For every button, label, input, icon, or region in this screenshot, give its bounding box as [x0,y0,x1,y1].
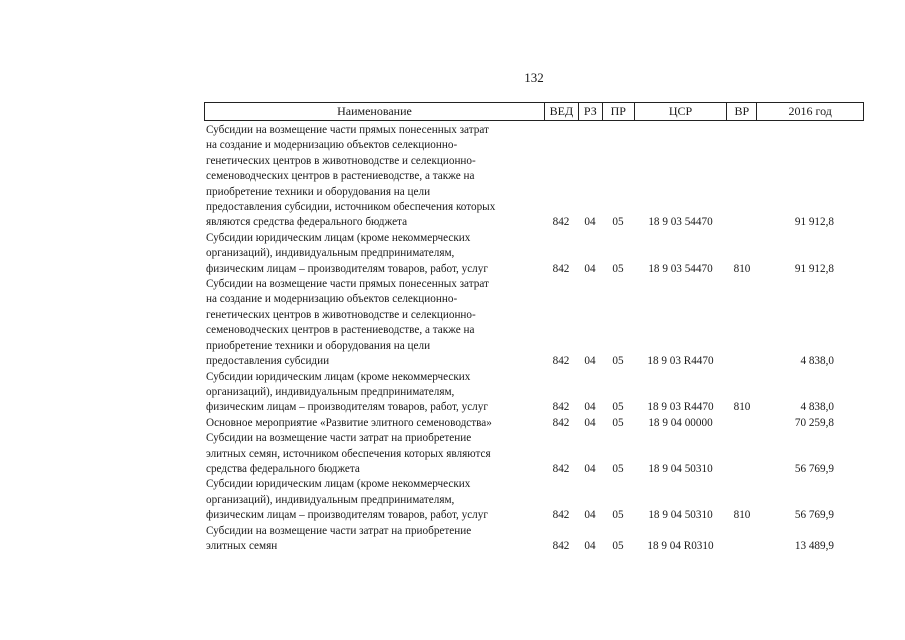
table-row [204,277,864,369]
row-name-line: Субсидии юридическим лицам (кроме некоммерческих [206,231,471,244]
row-pr: 05 [612,539,624,552]
row-name-line: организаций), индивидуальным предпринимателям, [206,493,455,506]
row-pr: 05 [612,416,624,429]
row-year: 56 769,9 [794,462,834,475]
row-vr: 810 [733,509,751,522]
row-rz: 04 [584,509,596,522]
table-header [204,102,864,121]
row-name-line: элитных семян, источником обеспечения которых являются [206,447,491,460]
row-csr: 18 9 03 R4470 [647,355,714,368]
row-year: 13 489,9 [794,539,834,552]
row-rz: 04 [584,462,596,475]
row-csr: 18 9 04 R0310 [647,539,714,552]
row-ved: 842 [552,416,570,429]
row-pr: 05 [612,216,624,229]
row-name-line: на создание и модернизацию объектов селекционно- [206,293,458,306]
row-name [204,370,544,416]
row-name-line: генетических центров в животноводстве и селекционно- [206,308,476,321]
row-name-line: Субсидии на возмещение части прямых понесенных затрат [206,278,489,291]
row-name [204,231,544,277]
row-name-line: семеноводческих центров в растениеводстве, а также на [206,324,475,337]
row-name [204,416,544,431]
budget-table [204,102,864,554]
row-rz: 04 [584,416,596,429]
row-year: 91 912,8 [794,216,834,229]
row-name-line: Субсидии на возмещение части затрат на приобретение [206,524,472,537]
row-name-line: организаций), индивидуальным предпринимателям, [206,385,455,398]
row-name [204,477,544,523]
table-row [204,477,864,523]
row-csr: 18 9 04 00000 [648,416,713,429]
table-row [204,524,864,555]
header-csr: ЦСР [634,103,727,120]
row-rz: 04 [584,539,596,552]
row-name [204,123,544,231]
row-name-line: Субсидии юридическим лицам (кроме некоммерческих [206,478,471,491]
row-rz: 04 [584,262,596,275]
row-year: 4 838,0 [800,355,834,368]
row-csr: 18 9 03 R4470 [647,401,714,414]
row-year: 56 769,9 [794,509,834,522]
table-row [204,431,864,477]
table-row [204,123,864,231]
row-pr: 05 [612,509,624,522]
table-row [204,416,864,431]
row-name [204,431,544,477]
row-name [204,277,544,369]
table-row [204,231,864,277]
header-pr: ПР [602,103,634,120]
row-ved: 842 [552,539,570,552]
row-rz: 04 [584,401,596,414]
row-name-line: Основное мероприятие «Развитие элитного семеноводства» [206,416,492,429]
row-vr: 810 [733,262,751,275]
row-ved: 842 [552,462,570,475]
row-rz: 04 [584,355,596,368]
row-ved: 842 [552,401,570,414]
row-ved: 842 [552,262,570,275]
row-name-line: генетических центров в животноводстве и селекционно- [206,154,476,167]
row-csr: 18 9 04 50310 [648,462,713,475]
row-pr: 05 [612,262,624,275]
row-name-line: физическим лицам – производителям товаров, работ, услуг [206,401,488,414]
row-year: 4 838,0 [800,401,834,414]
row-ved: 842 [552,355,570,368]
row-name-line: на создание и модернизацию объектов селекционно- [206,139,458,152]
row-name-line: средства федерального бюджета [206,462,360,475]
row-csr: 18 9 04 50310 [648,509,713,522]
row-pr: 05 [612,401,624,414]
row-name-line: физическим лицам – производителям товаров, работ, услуг [206,509,488,522]
header-vr: ВР [726,103,756,120]
row-name-line: Субсидии на возмещение части прямых понесенных затрат [206,124,489,136]
row-name [204,524,544,555]
row-name-line: Субсидии юридическим лицам (кроме некоммерческих [206,370,471,383]
row-ved: 842 [552,216,570,229]
row-name-line: Субсидии на возмещение части затрат на приобретение [206,432,472,445]
row-pr: 05 [612,462,624,475]
row-name-line: физическим лицам – производителям товаров, работ, услуг [206,262,488,275]
row-name-line: приобретение техники и оборудования на цели [206,185,431,198]
table-body [204,121,864,554]
row-name-line: приобретение техники и оборудования на цели [206,339,431,352]
row-vr: 810 [733,401,751,414]
header-name: Наименование [337,103,412,118]
row-year: 91 912,8 [794,262,834,275]
row-csr: 18 9 03 54470 [648,216,713,229]
row-name-line: являются средства федерального бюджета [206,216,408,229]
row-name-line: организаций), индивидуальным предпринимателям, [206,247,455,260]
header-ved: ВЕД [544,103,578,120]
header-rz: РЗ [578,103,602,120]
row-rz: 04 [584,216,596,229]
row-name-line: элитных семян [206,539,278,552]
page-number: 132 [524,70,544,85]
row-name-line: семеноводческих центров в растениеводстве, а также на [206,170,475,183]
row-name-line: предоставления субсидии, источником обеспечения которых [206,201,496,214]
row-year: 70 259,8 [794,416,834,429]
row-csr: 18 9 03 54470 [648,262,713,275]
row-pr: 05 [612,355,624,368]
row-name-line: предоставления субсидии [206,355,330,368]
table-row [204,370,864,416]
header-year: 2016 год [756,103,863,120]
row-ved: 842 [552,509,570,522]
